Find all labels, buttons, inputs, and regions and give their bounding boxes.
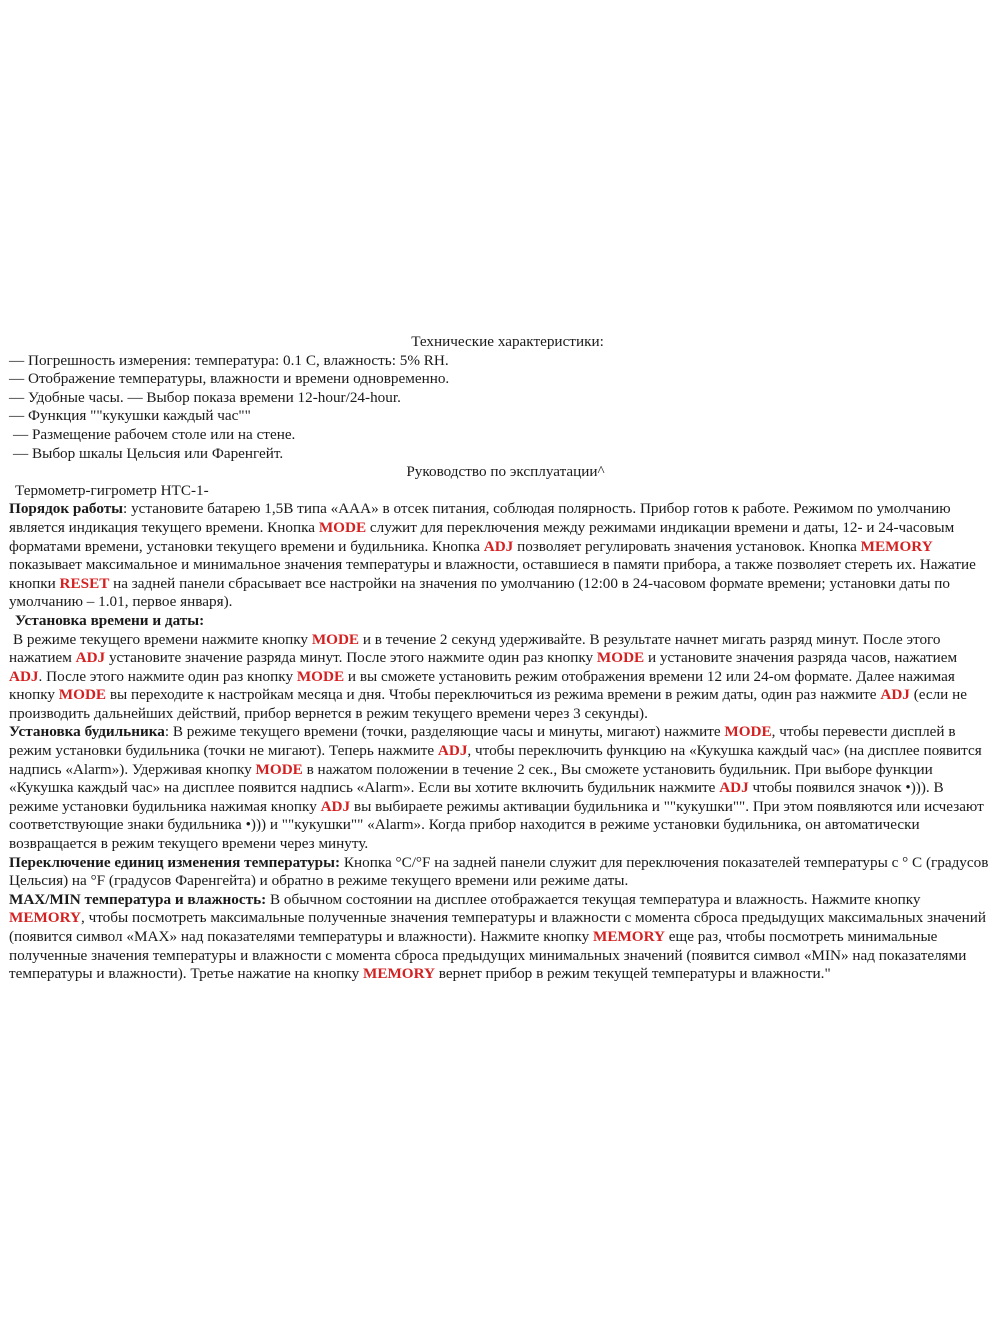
mode-keyword: MODE: [58, 686, 107, 704]
maxmin-text-2: , чтобы посмотреть максимальные полученные значения температуры и влажности с момента сброса предыдущих максимальных значений (появится символ «MAX» над показателями температуры и влажности). Нажмите кнопку: [9, 909, 986, 945]
instruction-document: [9, 333, 994, 984]
alarm-title: Установка будильника: [9, 723, 165, 741]
adj-keyword: ADJ: [75, 649, 106, 667]
specs-heading: Технические характеристики:: [411, 333, 604, 350]
time-setup-paragraph: [9, 631, 994, 724]
maxmin-text-4: вернет прибор в режим текущей температуры и влажности.": [435, 965, 831, 983]
operation-paragraph: [9, 500, 994, 612]
operation-text-5: на задней панели сбрасывает все настройки на значения по умолчанию (12:00 в 24-часовом формате времени; установки даты по умолчанию – 1.01, первое января).: [9, 574, 950, 611]
adj-keyword: ADJ: [9, 667, 39, 685]
reset-keyword: RESET: [59, 574, 110, 592]
time-setup-text-6: и вы сможете установить режим отображения времени 12 или 24-ом формате. Далее нажимая кнопку: [9, 667, 955, 704]
spec-item-clock: — Удобные часы. — Выбор показа времени 12-hour/24-hour.: [9, 388, 401, 406]
spec-item-display: — Отображение температуры, влажности и времени одновременно.: [9, 370, 450, 388]
adj-keyword: ADJ: [437, 742, 468, 760]
alarm-text-4: в нажатом положении в течение 2 сек., Вы сможете установить будильник. При выборе функции «Кукушка каждый час» на дисплее появится надпись «Alarm». Если вы хотите включить будильник нажмите: [9, 760, 933, 797]
alarm-text-2: , чтобы перевести дисплей в режим установки будильника (точки не мигают). Теперь нажмите: [9, 723, 956, 760]
maxmin-text-1: В обычном состоянии на дисплее отображается текущая температура и влажность. Нажмите кнопку: [266, 890, 921, 908]
memory-keyword: MEMORY: [592, 928, 665, 945]
memory-keyword: MEMORY: [362, 965, 435, 983]
maxmin-text-3: еще раз, чтобы посмотреть минимальные полученные значения температуры и влажности с момента сброса предыдущих минимальных значений (появится символ «MIN» над показателями температуры и влажности). Третье нажатие на кнопку: [9, 928, 967, 983]
operation-title: Порядок работы: [9, 500, 124, 518]
product-name: Термометр-гигрометр HTC-1-: [15, 481, 209, 499]
adj-keyword: ADJ: [320, 797, 351, 815]
operation-text-1: : установите батарею 1,5В типа «ААА» в отсек питания, соблюдая полярность. Прибор готов к работе. Режимом по умолчанию является индикация текущего времени. Кнопка: [9, 500, 951, 536]
mode-keyword: MODE: [311, 630, 360, 648]
time-setup-text-4: и установите значения разряда часов, нажатием: [644, 649, 958, 667]
time-setup-title: Установка времени и даты:: [15, 611, 205, 629]
time-setup-text-1: В режиме текущего времени нажмите кнопку: [13, 630, 312, 648]
mode-keyword: MODE: [255, 760, 303, 778]
spec-item-cuckoo: — Функция ""кукушки каждый час"": [9, 407, 251, 425]
spec-item-scale: — Выбор шкалы Цельсия или Фаренгейт.: [13, 444, 284, 462]
alarm-text-3: , чтобы переключить функцию на «Кукушка каждый час» (на дисплее появится надпись «Alarm»). Удерживая кнопку: [9, 742, 982, 778]
time-setup-heading: [9, 612, 994, 631]
time-setup-text-7: вы переходите к настройкам месяца и дня. Чтобы переключиться из режима времени в режим даты, один раз нажмите: [106, 686, 881, 704]
alarm-paragraph: [9, 723, 994, 853]
mode-keyword: MODE: [596, 649, 645, 667]
alarm-text-6: вы выбираете режимы активации будильника и ""кукушки"". При этом появляются или исчезают соответствующие знаки будильника •))) и ""кукушки"" «Alarm». Когда прибор находится в режиме установки будильника, он автоматически возвращается в режим текущего времени через минуту.: [9, 797, 984, 853]
alarm-text-1: : В режиме текущего времени (точки, разделяющие часы и минуты, мигают) нажмите: [164, 723, 725, 741]
adj-keyword: ADJ: [719, 779, 749, 797]
time-setup-text-8: (если не производить дальнейших действий, прибор вернется в режим текущего времени через 3 секунды).: [9, 686, 967, 722]
time-setup-text-5: . После этого нажмите один раз кнопку: [38, 667, 297, 685]
operation-text-3: позволяет регулировать значения установок. Кнопка: [513, 537, 861, 555]
time-setup-text-2: и в течение 2 секунд удерживайте. В результате начнет мигать разряд минут. После этого нажатием: [9, 630, 941, 667]
time-setup-text-3: установите значение разряда минут. После этого нажмите один раз кнопку: [105, 649, 597, 667]
operation-text-4: показывает максимальное и минимальное значения температуры и влажности, оставшиеся в памяти прибора, а также позволяет стереть их. Нажатие кнопки: [9, 556, 976, 592]
units-paragraph: [9, 854, 994, 891]
spec-item-placement: — Размещение рабочем столе или на стене.: [13, 425, 296, 443]
mode-keyword: MODE: [724, 723, 772, 741]
alarm-text-5: чтобы появился значок •))). В режиме установки будильника нажимая кнопку: [9, 779, 944, 815]
memory-keyword: MEMORY: [860, 537, 933, 555]
maxmin-title: MAX/MIN температура и влажность:: [9, 890, 267, 908]
mode-keyword: MODE: [318, 518, 367, 536]
units-title: Переключение единиц изменения температуры:: [9, 853, 341, 871]
mode-keyword: MODE: [296, 667, 345, 685]
units-text-1: Кнопка °C/°F на задней панели служит для переключения показателей температуры с ° C (градусов Цельсия) на °F (градусов Фаренгейта) и обратно в режиме текущего времени или режиме даты.: [9, 853, 989, 890]
memory-keyword: MEMORY: [9, 909, 82, 927]
adj-keyword: ADJ: [483, 537, 514, 555]
operation-text-2: служит для переключения между режимами индикации времени и даты, 12- и 24-часовым форматами времени, установки текущего времени и будильника. Кнопка: [9, 518, 955, 555]
adj-keyword: ADJ: [880, 686, 910, 704]
maxmin-paragraph: [9, 891, 994, 984]
spec-item-accuracy: — Погрешность измерения: температура: 0.1 С, влажность: 5% RH.: [9, 351, 449, 369]
manual-heading: Руководство по эксплуатации^: [406, 463, 605, 481]
